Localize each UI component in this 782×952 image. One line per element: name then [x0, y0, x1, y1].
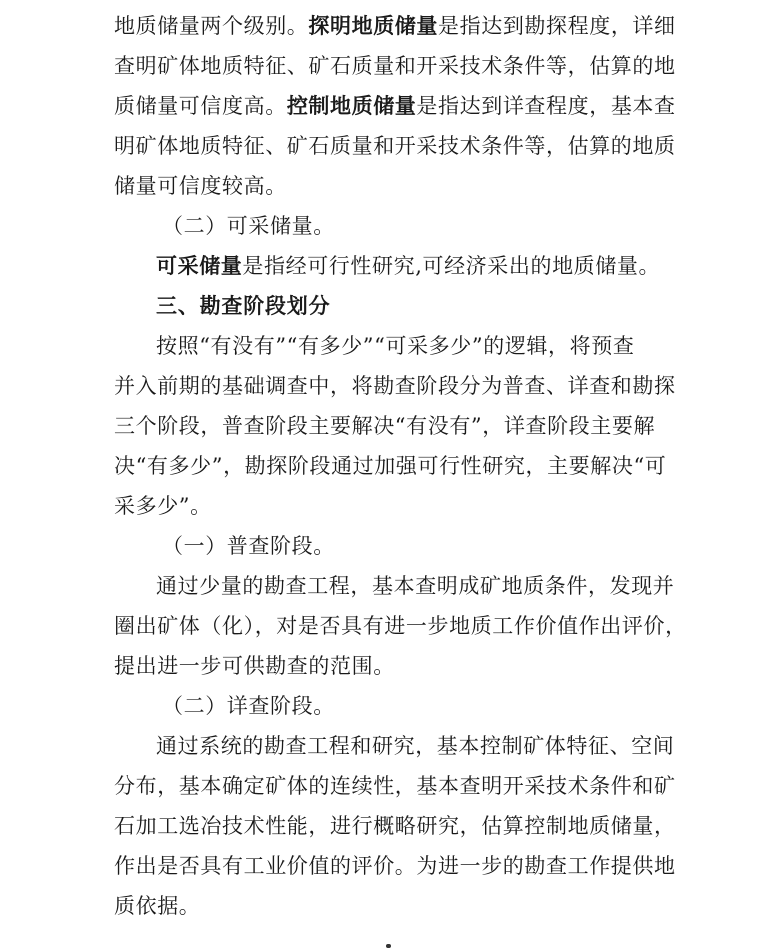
document-page — [114, 6, 687, 926]
body-line — [114, 566, 675, 606]
body-line — [114, 486, 666, 526]
bold-term-recoverable-reserves: 可采储量 — [156, 254, 243, 278]
body-line — [114, 86, 676, 126]
section-heading — [114, 286, 666, 326]
text-segment: 通过系统的勘查工程和研究，基本控制矿体特征、空间 — [156, 734, 675, 758]
bold-term-proven-reserves: 探明地质储量 — [308, 14, 439, 38]
body-line — [114, 886, 666, 926]
subheading-recoverable-reserves — [114, 206, 666, 246]
text-segment: 是指经可行性研究,可经济采出的地质储量。 — [242, 254, 661, 278]
text-segment: （二）可采储量。 — [162, 214, 335, 238]
text-segment: 石加工选冶技术性能，进行概略研究，估算控制地质储量， — [114, 814, 676, 838]
text-segment: 通过少量的勘查工程，基本查明成矿地质条件，发现并 — [156, 574, 675, 598]
subheading-detailed-survey — [114, 686, 666, 726]
body-line — [114, 806, 676, 846]
text-segment: 决“有多少”，勘探阶段通过加强可行性研究，主要解决“可 — [114, 454, 667, 478]
body-line — [114, 446, 666, 486]
body-line — [114, 246, 666, 286]
text-segment: 按照“有没有”“有多少”“可采多少”的逻辑，将预查 — [156, 334, 635, 358]
text-segment: 明矿体地质特征、矿石质量和开采技术条件等，估算的地质 — [114, 134, 676, 158]
text-segment: （一）普查阶段。 — [162, 534, 335, 558]
page-mark — [386, 944, 391, 948]
text-segment: 质依据。 — [114, 894, 201, 918]
body-line — [114, 166, 666, 206]
body-line — [114, 846, 676, 886]
text-segment: 储量可信度较高。 — [114, 174, 287, 198]
bold-term-controlled-reserves: 控制地质储量 — [286, 94, 417, 118]
text-segment: 并入前期的基础调查中，将勘查阶段分为普查、详查和勘探 — [114, 374, 676, 398]
subheading-general-survey — [114, 526, 666, 566]
text-segment: 是指达到勘探程度，详细 — [438, 14, 676, 38]
body-line — [114, 726, 675, 766]
text-segment: 提出进一步可供勘查的范围。 — [114, 654, 395, 678]
body-line — [114, 126, 676, 166]
body-line — [114, 766, 676, 806]
text-segment: 圈出矿体（化），对是否具有进一步地质工作价值作出评价， — [114, 614, 687, 638]
body-line — [114, 366, 676, 406]
body-line — [114, 606, 687, 646]
text-segment: 分布，基本确定矿体的连续性，基本查明开采技术条件和矿 — [114, 774, 676, 798]
body-line — [114, 646, 666, 686]
section-heading-text: 三、勘查阶段划分 — [156, 294, 331, 318]
text-segment: 作出是否具有工业价值的评价。为进一步的勘查工作提供地 — [114, 854, 676, 878]
body-line — [114, 326, 666, 366]
text-segment: 采多少”。 — [114, 494, 212, 518]
text-segment: 质储量可信度高。 — [114, 94, 287, 118]
text-segment: 地质储量两个级别。 — [114, 14, 309, 38]
text-segment: 三个阶段，普查阶段主要解决“有没有”，详查阶段主要解 — [114, 414, 656, 438]
body-line — [114, 46, 676, 86]
text-segment: 查明矿体地质特征、矿石质量和开采技术条件等，估算的地 — [114, 54, 676, 78]
body-line — [114, 6, 676, 46]
body-line — [114, 406, 666, 446]
text-segment: 是指达到详查程度，基本查 — [416, 94, 676, 118]
text-segment: （二）详查阶段。 — [162, 694, 335, 718]
